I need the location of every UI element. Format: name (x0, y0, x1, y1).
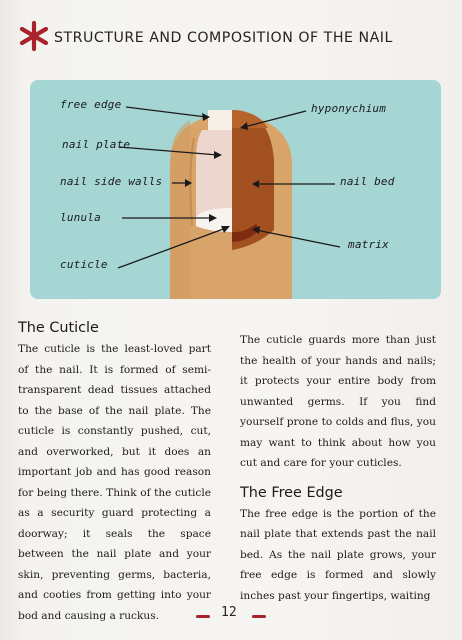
left-column (18, 320, 211, 626)
section-title: STRUCTURE AND COMPOSITION OF THE NAIL (54, 30, 393, 46)
label-nail-plate: nail plate (62, 138, 131, 151)
free-edge-paragraph: The free edge is the portion of the nail plate that extends past the nail bed. As the nail plate grows, your free edge is formed and slowly inches past your fingertips, waiting (240, 507, 436, 602)
label-nail-bed: nail bed (340, 175, 395, 188)
footer-dash-left (196, 615, 210, 618)
section-header (18, 20, 448, 54)
footer-dash-right (252, 615, 266, 618)
label-cuticle: cuticle (60, 258, 108, 271)
nail-diagram (30, 80, 441, 299)
heading-the-free-edge: The Free Edge (240, 484, 343, 501)
label-free-edge: free edge (60, 98, 122, 111)
page-footer (0, 604, 462, 624)
label-lunula: lunula (60, 211, 101, 224)
asterisk-star-icon (18, 20, 50, 52)
heading-the-cuticle: The Cuticle (18, 320, 99, 336)
cuticle-continued-paragraph: The cuticle guards more than just the health of your hands and nails; it protects your entire body from unwanted germs. If you find yourself prone to colds and flus, you may want to think about how you cut and care for your cuticles. (240, 334, 436, 469)
label-hyponychium: hyponychium (311, 102, 387, 115)
right-column (240, 330, 436, 606)
label-matrix: matrix (348, 238, 389, 251)
label-nail-side-walls: nail side walls (60, 175, 163, 188)
cuticle-paragraph: The cuticle is the least-loved part of the nail. It is formed of semi-transparent dead tissues attached to the base of the nail plate. The cuticle is constantly pushed, cut, and overworked, but it does an important job and has good reason for being there. Think of the cuticle as a security guard protecting a doorway; it seals the space between the nail plate and your skin, preventing germs, bacteria, and cooties from getting into your bod and causing a ruckus. (18, 343, 211, 622)
page-number: 12 (221, 605, 237, 620)
